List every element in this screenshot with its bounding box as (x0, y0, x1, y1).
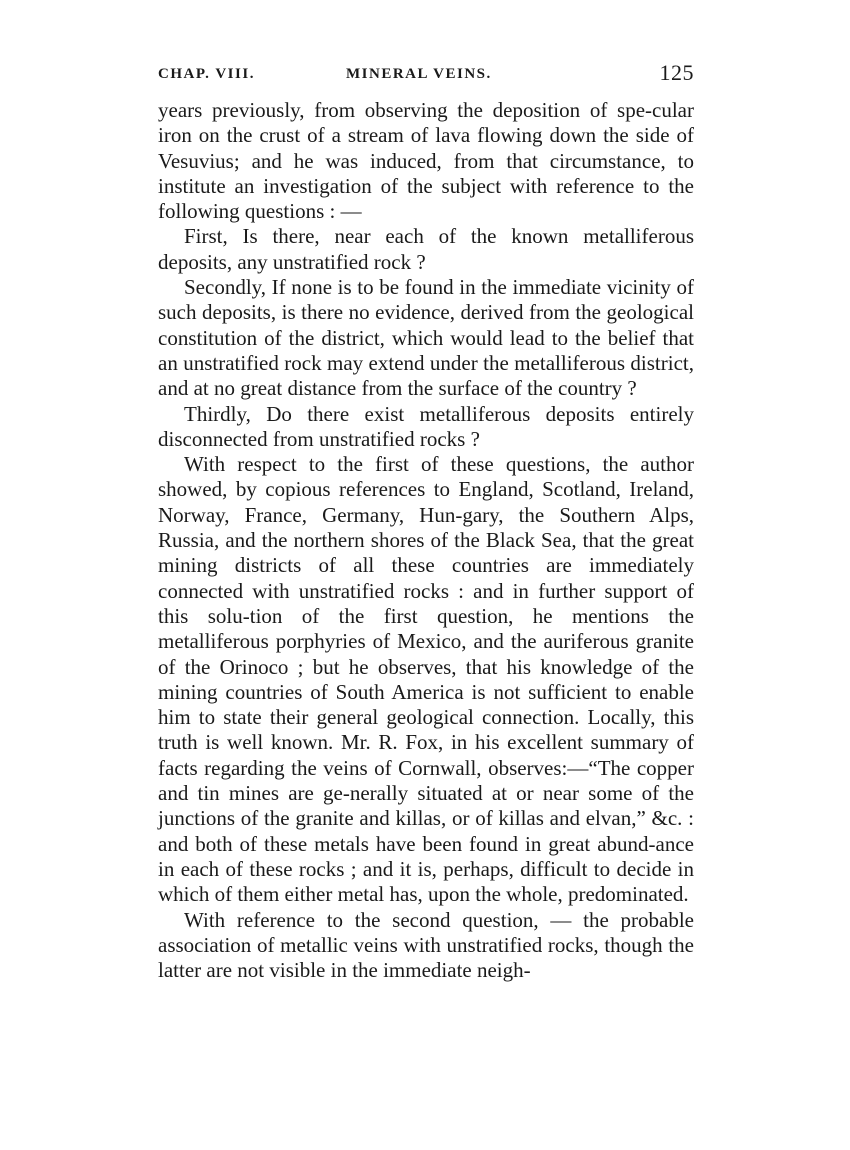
paragraph-continuation: years previously, from observing the deposition of spe-cular iron on the crust of a stream of lava flowing down the side of Vesuvius; and he was induced, from that circumstance, to institute an investigation of the subject with reference to the following questions : — (158, 98, 694, 224)
paragraph-third-question: Thirdly, Do there exist metalliferous deposits entirely disconnected from unstratified rocks ? (158, 401, 694, 451)
body-text (158, 98, 694, 983)
paragraph-second-question: Secondly, If none is to be found in the immediate vicinity of such deposits, is there no evidence, derived from the geological constitution of the district, which would lead to the belief that an unstratified rock may extend under the metalliferous district, and at no great distance from the surface of the country ? (158, 275, 694, 401)
page-number: 125 (659, 60, 694, 85)
running-head (158, 60, 694, 90)
running-title: MINERAL VEINS. (346, 66, 492, 82)
paragraph-second-answer: With reference to the second question, — the probable association of metallic veins with unstratified rocks, though the latter are not visible in the immediate neigh- (158, 907, 694, 983)
book-page (158, 60, 694, 983)
paragraph-first-question: First, Is there, near each of the known metalliferous deposits, any unstratified rock ? (158, 224, 694, 274)
paragraph-first-answer: With respect to the first of these questions, the author showed, by copious references to England, Scotland, Ireland, Norway, France, Germany, Hun-gary, the Southern Alps, Russia, and the northern shores of the Black Sea, that the great mining districts of all these countries are immediately connected with unstratified rocks : and in further support of this solu-tion of the first question, he mentions the metalliferous porphyries of Mexico, and the auriferous granite of the Orinoco ; but he observes, that his knowledge of the mining countries of South America is not sufficient to enable him to state their general geological connection. Locally, this truth is well known. Mr. R. Fox, in his excellent summary of facts regarding the veins of Cornwall, observes:—“The copper and tin mines are ge-nerally situated at or near some of the junctions of the granite and killas, or of killas and elvan,” &c. : and both of these metals have been found in great abund-ance in each of these rocks ; and it is, perhaps, difficult to decide in which of them either metal has, upon the whole, predominated. (158, 452, 694, 907)
chapter-label: CHAP. VIII. (158, 66, 255, 82)
